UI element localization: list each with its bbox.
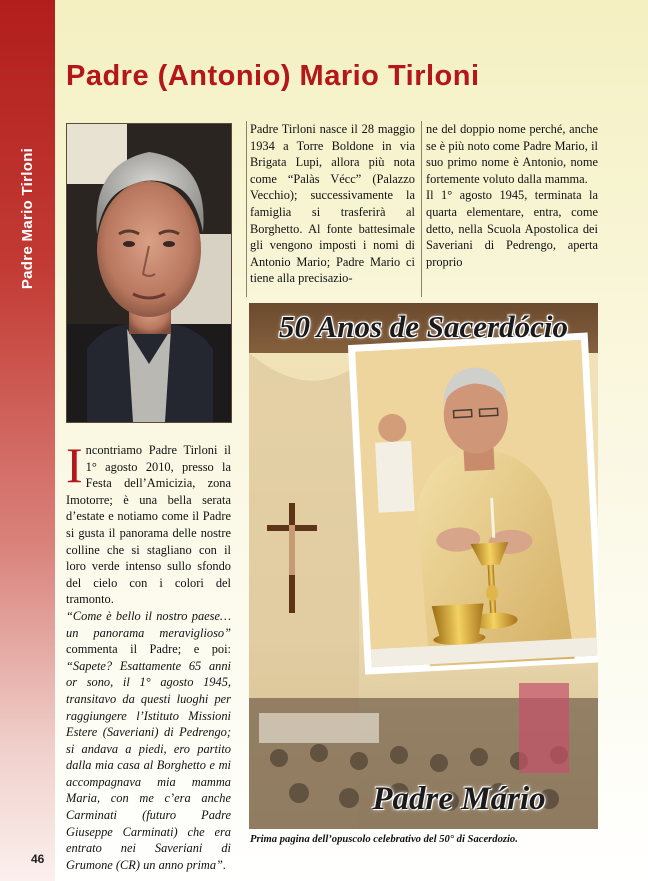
column-divider-left [246,121,247,297]
sidebar-title-wrap [4,118,52,318]
quote-text-1: “Come è bello il nostro paese… un panorama meraviglioso” [66,608,231,640]
page-number: 46 [31,852,45,866]
intro-paragraph [66,437,231,608]
poster-signature: Padre Mário [372,781,546,817]
page-title: Padre (Antonio) Mario Tirloni [66,60,480,92]
quote-attribution: commenta il Padre; e poi: [66,642,231,657]
right-paragraph-1: ne del doppio nome perché, anche se è più noto come Padre Mario, il suo primo nome è Antonio, nome fortemente voluto dalla mamma. [426,122,598,186]
right-column-text [426,121,598,270]
sidebar-band [0,0,55,881]
portrait-illustration [67,124,231,422]
middle-column-text [250,121,415,287]
middle-paragraph: Padre Tirloni nasce il 28 maggio 1934 a Torre Boldone in via Brigata Lupi, allora più nota come “Palàs Vécc” (Palazzo Vecchio); successivamente la famiglia si trasferirà al Borghetto. Al fonte battesimale gli vengono imposti i nomi di Antonio Mario; Padre Mario ci tiene alla precisazio- [250,122,415,286]
photo-caption: Prima pagina dell’opuscolo celebrativo del 50° di Sacerdozio. [250,834,518,845]
anniversary-poster [249,303,598,829]
sidebar-title: Padre Mario Tirloni [19,147,37,289]
portrait-photo [66,123,232,423]
intro-text: ncontriamo Padre Tirloni il 1° agosto 2010, presso la Festa dell’Amicizia, zona Imotorre; è una bella serata d’estate e notiamo come il Padre si gusta il panorama delle nostre colline che si stagliano con il loro verde intenso sullo sfondo del cielo con i colori del tramonto. [66,443,231,607]
quote-text-2: “Sapete? Esattamente 65 anni or sono, il 1° agosto 1945, transitavo da questi luoghi per raggiungere l’Istituto Missioni Estere (Saveriani) di Pedrengo; si andava a piedi, ero partito dalla mia casa al Borghetto e mi accompagnava mia mamma Maria, con me c’era anche Carminati (futuro Padre Giuseppe Carminati) che era entrato nei Saveriani di Grumone (CR) un anno prima”. [66,658,231,872]
quote-paragraph [66,608,231,874]
drop-cap: I [66,437,83,493]
left-column-text [66,437,231,873]
column-divider-right [421,121,422,297]
poster-illustration [249,303,598,829]
poster-title: 50 Anos de Sacerdócio [278,309,569,344]
right-paragraph-2: Il 1° agosto 1945, terminata la quarta elementare, entra, come detto, nella Scuola Apostolica dei Saveriani di Pedrengo, aperta proprio [426,188,598,269]
